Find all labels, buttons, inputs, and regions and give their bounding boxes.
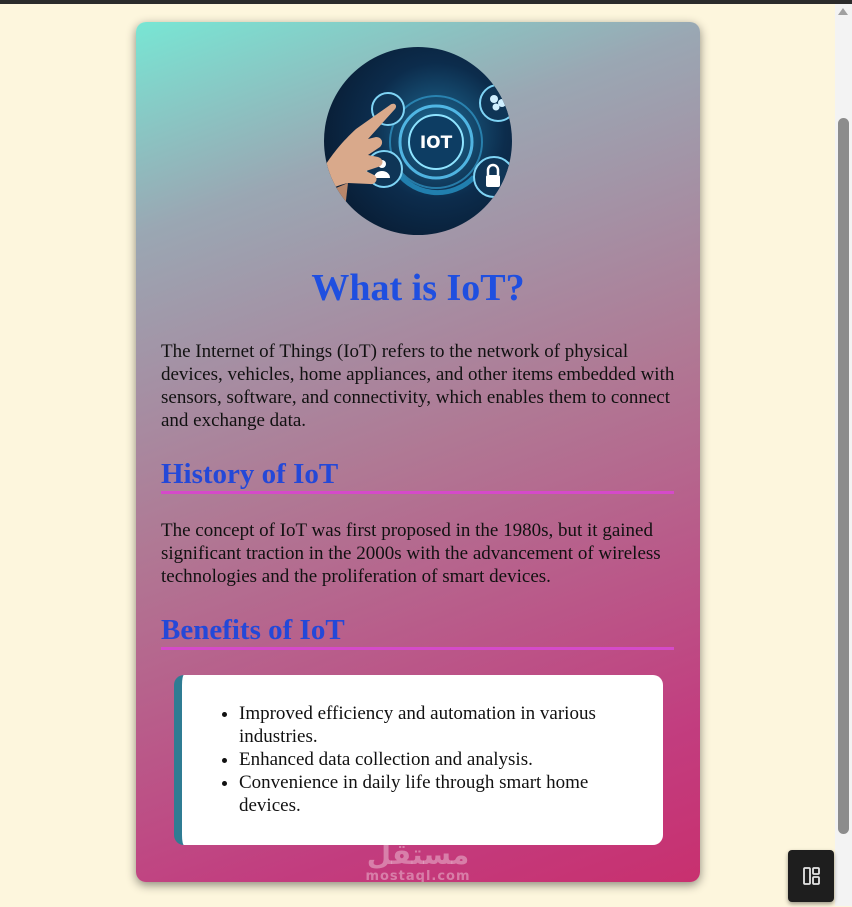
benefits-heading: Benefits of IoT	[161, 614, 674, 650]
iot-hero-illustration	[324, 47, 512, 235]
history-paragraph: The concept of IoT was first proposed in the 1980s, but it gained significant traction in the 2000s with the advancement of wireless technologies and the proliferation of smart devices.	[161, 520, 661, 587]
article-card	[136, 22, 700, 882]
scrollbar-thumb[interactable]	[838, 118, 849, 834]
watermark-arabic: مستقل	[366, 838, 470, 871]
mostaql-watermark	[136, 840, 700, 882]
history-heading: History of IoT	[161, 458, 674, 494]
layout-toggle-button[interactable]	[788, 850, 834, 902]
watermark-latin: mostaql.com	[365, 869, 471, 882]
iot-hero-image	[324, 47, 512, 235]
svg-text:IOT: IOT	[419, 133, 453, 153]
window-top-bar	[0, 0, 852, 4]
list-item: • Enhanced data collection and analysis.	[239, 748, 633, 771]
benefits-box	[174, 675, 663, 845]
vertical-scrollbar[interactable]	[835, 4, 852, 906]
intro-paragraph: The Internet of Things (IoT) refers to the network of physical devices, vehicles, home appliances, and other items embedded with sensors, software, and connectivity, which enables them to connect and exchange data.	[161, 341, 675, 431]
list-item: • Convenience in daily life through smart home devices.	[239, 771, 633, 817]
scroll-up-arrow-icon[interactable]	[838, 8, 848, 15]
page-title: What is IoT?	[311, 267, 525, 309]
benefits-list	[182, 675, 663, 817]
list-item: • Improved efficiency and automation in various industries.	[239, 702, 633, 748]
layout-grid-icon	[788, 850, 834, 902]
